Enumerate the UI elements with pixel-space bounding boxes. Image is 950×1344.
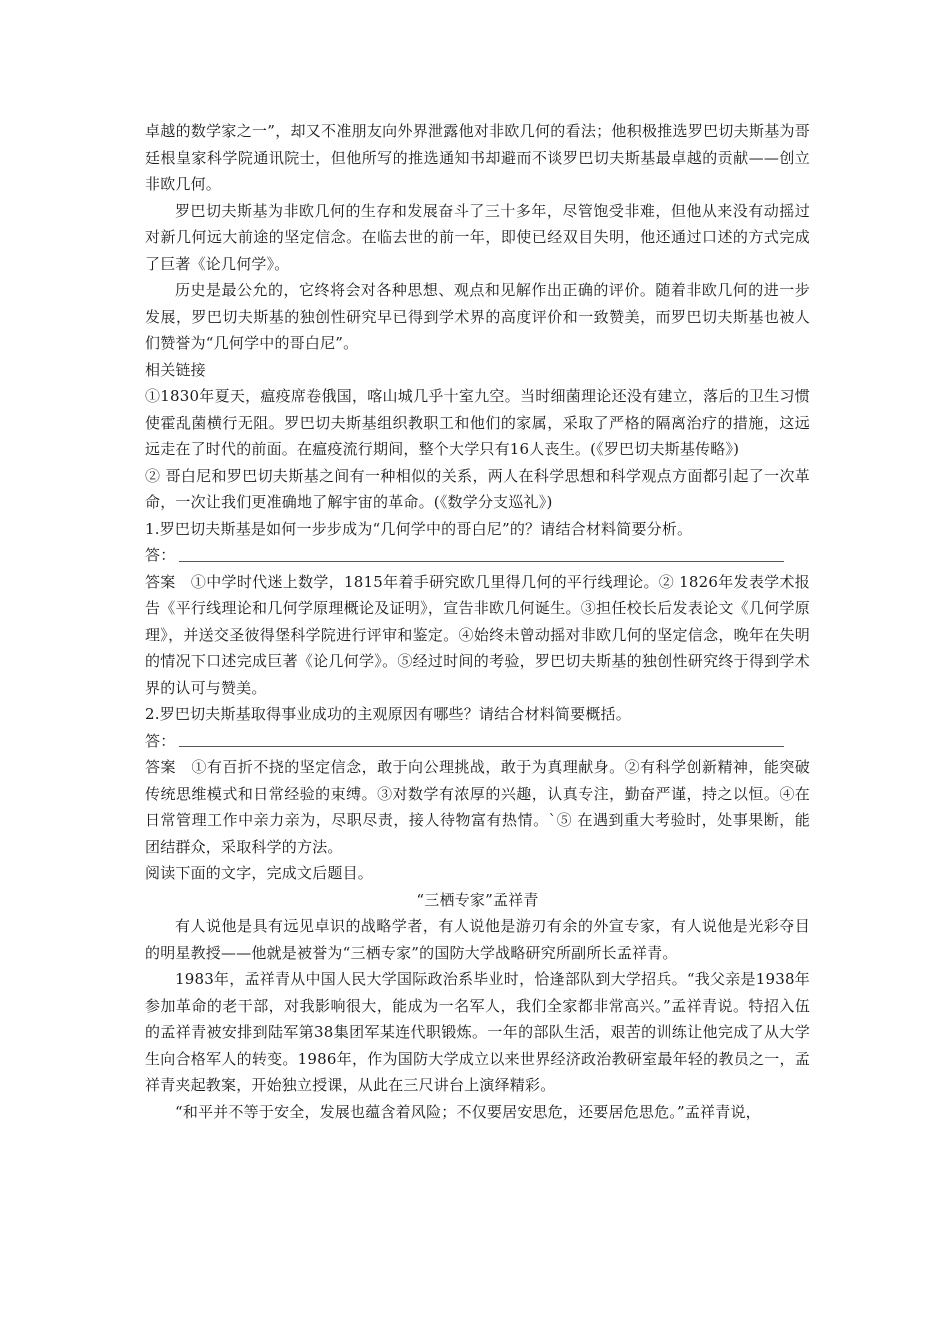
answer-1: 答案 ①中学时代迷上数学，1815年着手研究欧几里得几何的平行线理论。② 1826年发表学术报告《平行线理论和几何学原理概论及证明》，宣告非欧几何诞生。③担任校长后发表论文《几何学原理》，并送交圣彼得堡科学院进行评审和鉴定。④始终未曾动摇对非欧几何的坚定信念，晚年在失明的情况下口述完成巨著《论几何学》。⑤经过时间的考验，罗巴切夫斯基的独创性研究终于得到学术界的认可与赞美。: [145, 572, 810, 697]
answer-blank-1[interactable]: [179, 561, 784, 562]
answer-prompt-2: 答：: [145, 731, 176, 750]
article-paragraph-2: 1983年，孟祥青从中国人民大学国际政治系毕业时，恰逢部队到大学招兵。“我父亲是1938年参加革命的老干部，对我影响很大，能成为一名军人，我们全家都非常高兴。”孟祥青说。特招入伍的孟祥青被安排到陆军第38集团军某连代职锻炼。一年的部队生活，艰苦的训练让他完成了从大学生向合格军人的转变。1986年，作为国防大学成立以来世界经济政治教研室最年轻的教员之一，孟祥青夹起教案，开始独立授课，从此在三尺讲台上演绎精彩。: [145, 970, 810, 1094]
article-paragraph-3: “和平并不等于安全，发展也蕴含着风险；不仅要居安思危，还要居危思危。”孟祥青说，: [175, 1102, 761, 1121]
article-paragraph-1: 有人说他是具有远见卓识的战略学者，有人说他是游刃有余的外宣专家，有人说他是光彩夺目的明星教授——他就是被誉为“三栖专家”的国防大学战略研究所副所长孟祥青。: [145, 917, 810, 962]
related-link-1: ①1830年夏天，瘟疫席卷俄国，喀山城几乎十室九空。当时细菌理论还没有建立，落后的卫生习惯使霍乱菌横行无阻。罗巴切夫斯基组织教职工和他们的家属，采取了严格的隔离治疗的措施，这远远走在了时代的前面。在瘟疫流行期间，整个大学只有16人丧生。(《罗巴切夫斯基传略》): [145, 387, 810, 458]
paragraph-struggle: 罗巴切夫斯基为非欧几何的生存和发展奋斗了三十多年，尽管饱受非难，但他从来没有动摇过对新几何远大前途的坚定信念。在临去世的前一年，即使已经双目失明，他还通过口述的方式完成了巨著《论几何学》。: [145, 201, 810, 273]
article-title: “三栖专家”孟祥青: [416, 890, 539, 909]
question-1: 1.罗巴切夫斯基是如何一步步成为“几何学中的哥白尼”的？请结合材料简要分析。: [145, 519, 693, 538]
answer-prompt-1: 答：: [145, 546, 176, 564]
related-link-2: ② 哥白尼和罗巴切夫斯基之间有一种相似的关系，两人在科学思想和科学观点方面都引起了一次革命，一次让我们更准确地了解宇宙的革命。(《数学分支巡礼》): [145, 466, 810, 511]
answer-2: 答案 ①有百折不挠的坚定信念，敢于向公理挑战，敢于为真理献身。②有科学创新精神，能突破传统思维模式和日常经验的束缚。③对数学有浓厚的兴趣，认真专注，勤奋严谨，持之以恒。④在日常管理工作中亲力亲为，尽职尽责，接人待物富有热情。`⑤ 在遇到重大考验时，处事果断，能团结群众，采取科学的方法。: [145, 758, 810, 856]
paragraph-history: 历史是最公允的，它终将会对各种思想、观点和见解作出正确的评价。随着非欧几何的进一步发展，罗巴切夫斯基的独创性研究早已得到学术界的高度评价和一致赞美，而罗巴切夫斯基也被人们赞誉为“几何学中的哥白尼”。: [145, 281, 810, 352]
question-2: 2.罗巴切夫斯基取得事业成功的主观原因有哪些？请结合材料简要概括。: [145, 705, 631, 723]
answer-line-2[interactable]: [145, 728, 810, 755]
reading-instruction: 阅读下面的文字，完成文后题目。: [145, 864, 374, 882]
answer-line-1[interactable]: [145, 542, 810, 569]
related-links-heading: 相关链接: [145, 360, 206, 379]
paragraph-gauss: 卓越的数学家之一”，却又不准朋友向外界泄露他对非欧几何的看法；他积极推选罗巴切夫斯基为哥廷根皇家科学院通讯院士，但他所写的推选通知书却避而不谈罗巴切夫斯基最卓越的贡献——创立非欧几何。: [145, 122, 810, 193]
answer-blank-2[interactable]: [179, 746, 784, 747]
document-page: [145, 118, 810, 1125]
